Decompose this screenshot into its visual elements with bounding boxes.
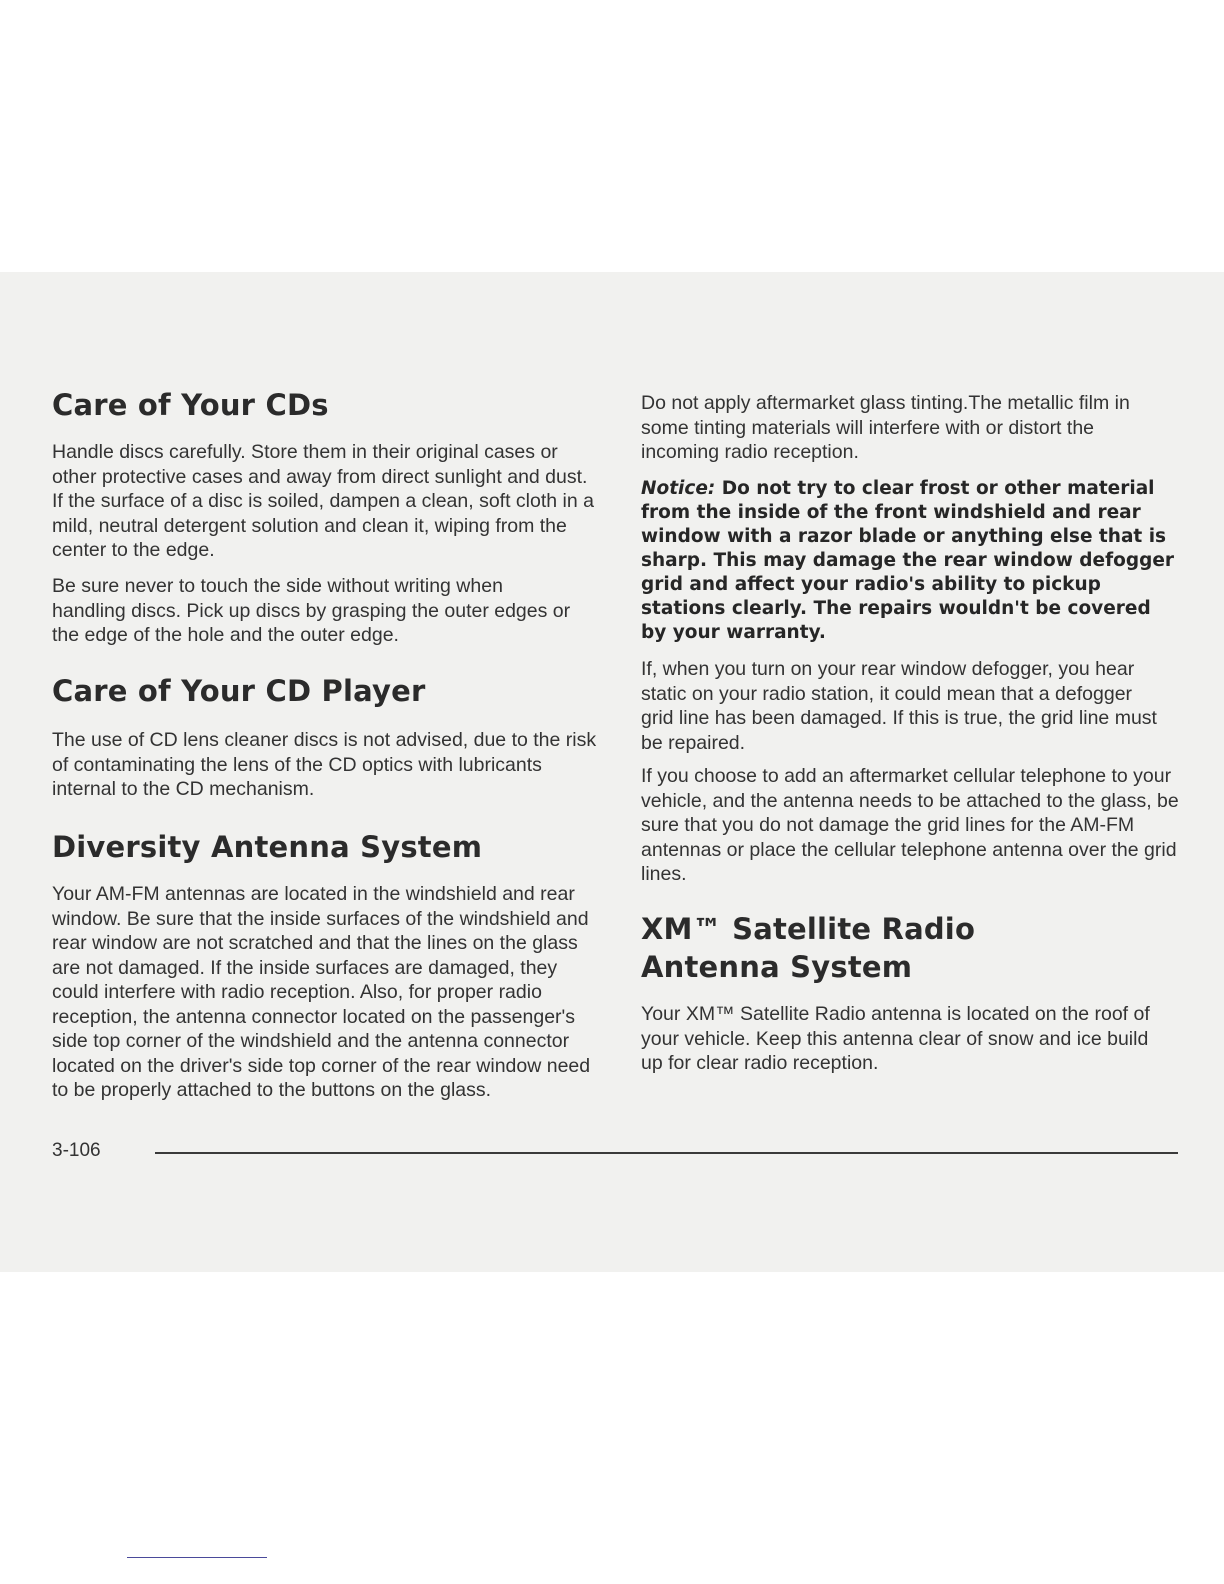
care-of-cd-player-heading: Care of Your CD Player: [52, 674, 426, 708]
care-of-cds-heading: Care of Your CDs: [52, 388, 329, 422]
care-of-cds-paragraph-1: Handle discs carefully. Store them in their original cases or other protective cases and away from direct sunlight and dust. If the surface of a disc is soiled, dampen a clean, soft cloth in a mild, neutral detergent solution and clean it, wiping from the center to the edge.: [52, 441, 594, 561]
diversity-antenna-heading: Diversity Antenna System: [52, 830, 483, 864]
page-number: 3-106: [52, 1140, 101, 1161]
diversity-antenna-paragraph: Your AM-FM antennas are located in the windshield and rear window. Be sure that the inside surfaces of the windshield and rear window are not scratched and that the lines on the glass are not damaged. If the inside surfaces are damaged, they could interfere with radio reception. Also, for proper radio reception, the antenna connector located on the passenger's side top corner of the windshield and the antenna connector located on the driver's side top corner of the rear window need to be properly attached to the buttons on the glass.: [52, 883, 591, 1101]
defogger-paragraph: If, when you turn on your rear window defogger, you hear static on your radio station, it could mean that a defogger grid line has been damaged. If this is true, the grid line must be repaired.: [641, 658, 1157, 754]
care-of-cd-player-paragraph: The use of CD lens cleaner discs is not advised, due to the risk of contaminating the lens of the CD optics with lubricants internal to the CD mechanism.: [52, 729, 597, 800]
footer-rule: [155, 1152, 1178, 1154]
xm-antenna-paragraph: Your XM™ Satellite Radio antenna is located on the roof of your vehicle. Keep this antenna clear of snow and ice build up for clear radio reception.: [641, 1003, 1150, 1074]
bottom-link-rule: [127, 1557, 267, 1558]
notice-text: Do not try to clear frost or other material from the inside of the front windshield and rear window with a razor blade or anything else that is sharp. This may damage the rear window defogger grid and affect your radio's ability to pickup stations clearly. The repairs wouldn't be covered by your warranty.: [641, 478, 1175, 643]
care-of-cds-paragraph-2: Be sure never to touch the side without writing when handling discs. Pick up discs by grasping the outer edges or the edge of the hole and the outer edge.: [52, 575, 571, 646]
notice-block: [641, 477, 1181, 645]
xm-antenna-heading: XM™ Satellite Radio Antenna System: [641, 912, 976, 984]
notice-label: Notice:: [641, 478, 716, 499]
cellular-paragraph: If you choose to add an aftermarket cellular telephone to your vehicle, and the antenna needs to be attached to the glass, be sure that you do not damage the grid lines for the AM-FM antennas or place the cellular telephone antenna over the grid lines.: [641, 765, 1179, 885]
tinting-paragraph: Do not apply aftermarket glass tinting.The metallic film in some tinting materials will interfere with or distort the incoming radio reception.: [641, 392, 1130, 463]
